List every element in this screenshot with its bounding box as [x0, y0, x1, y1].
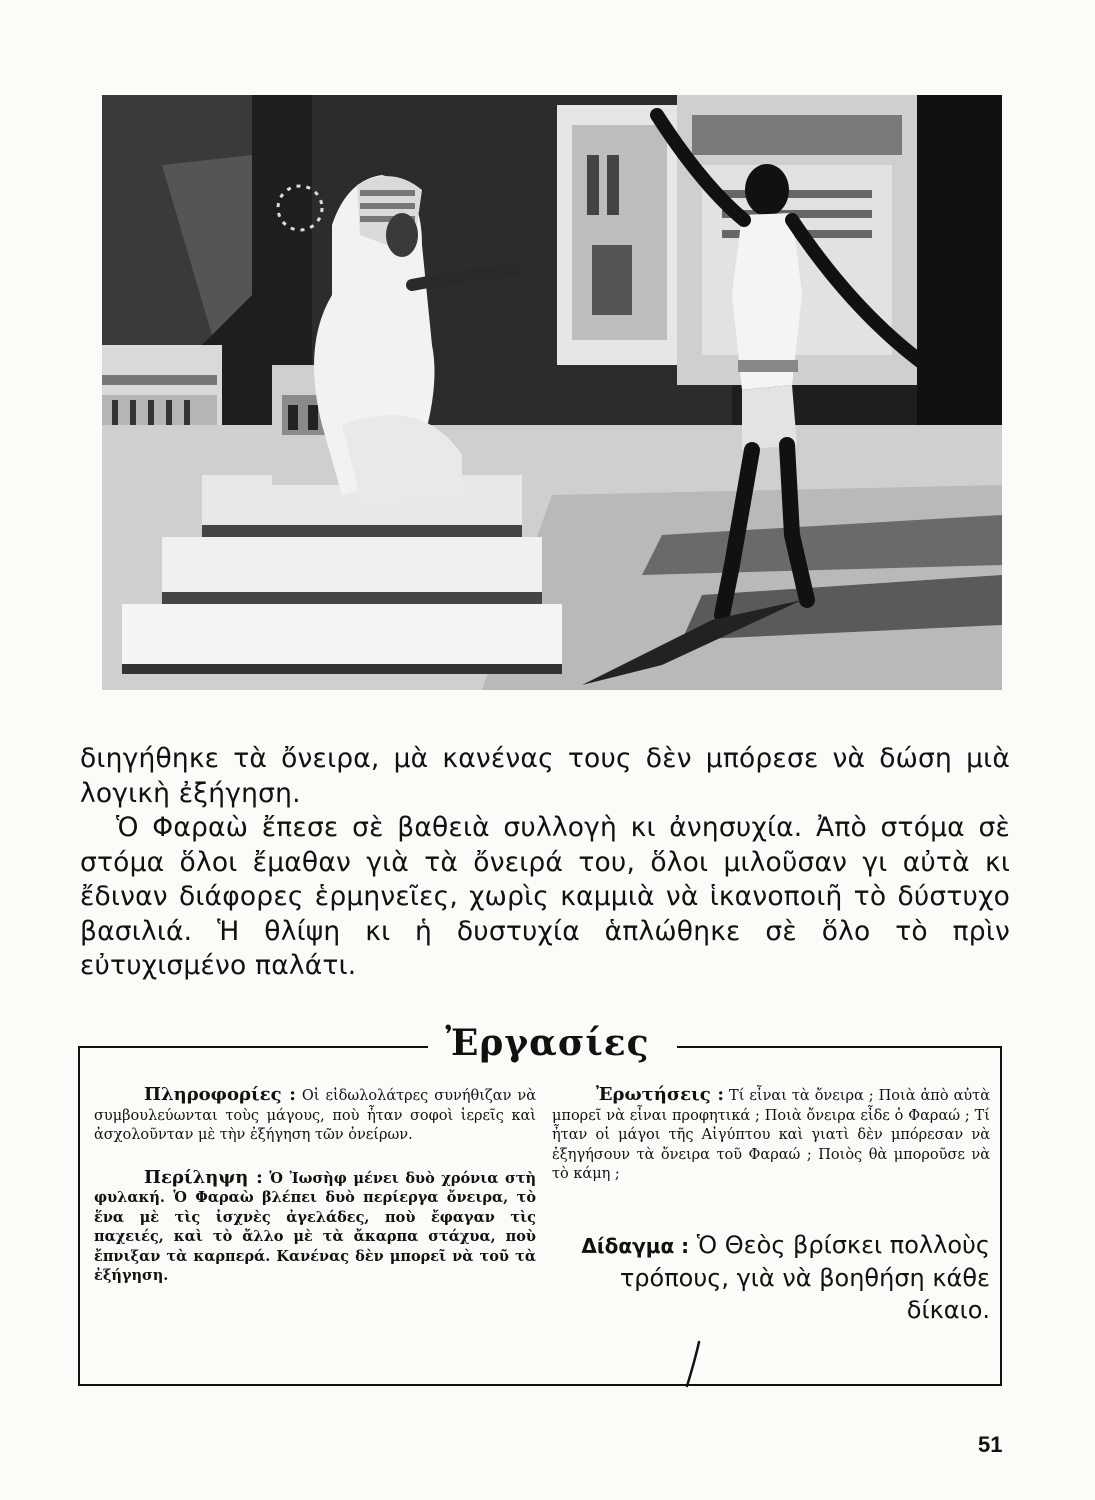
questions-label: Ἐρωτήσεις : [596, 1084, 725, 1105]
lesson-section [552, 1229, 990, 1326]
summary-label: Περίληψη : [144, 1166, 263, 1188]
narrative-text [80, 742, 1010, 984]
pen-stroke-mark [683, 1340, 703, 1388]
questions-text: Τί εἶναι τὰ ὄνειρα ; Ποιὰ ἀπὸ αὐτὰ μπορεῖ νὰ εἶναι προφητικά ; Ποιὰ ὄνειρα εἶδε ὁ Φαραώ ; Τί ἦταν οἱ μάγοι τῆς Αἰγύπτου καὶ γιατὶ δὲν μπόρεσαν νὰ ἐξηγήσουν τὰ ὄνειρα τοῦ Φαραώ ; Ποιὸς θὰ μποροῦσε νὰ τὸ κάμη ; [552, 1088, 990, 1182]
info-text: Οἱ εἰδωλολάτρες συνήθιζαν νὰ συμβουλεύωνται τοὺς μάγους, ποὺ ἦταν σοφοὶ ἱερεῖς καὶ ἀσχολοῦνταν μὲ τὴν ἐξήγηση τῶν ὀνείρων. [94, 1088, 537, 1143]
questions-section [552, 1085, 990, 1185]
exercises-title: Ἐργασίες [445, 1022, 650, 1064]
summary-section [94, 1168, 536, 1286]
joseph-before-pharaoh-illustration [102, 95, 1002, 690]
narrative-paragraph-1: διηγήθηκε τὰ ὄνειρα, μὰ κανένας τους δὲν μπόρεσε νὰ δώση μιὰ λογικὴ ἐξήγηση. [80, 743, 1010, 809]
lesson-label: Δίδαγμα : [581, 1233, 690, 1258]
page-number: 51 [978, 1432, 1003, 1457]
illustration [102, 95, 1002, 690]
summary-text: Ὁ Ἰωσὴφ μένει δυὸ χρόνια στὴ φυλακή. Ὁ Φαραὼ βλέπει δυὸ περίεργα ὄνειρα, τὸ ἕνα μὲ τὶς ἰσχνὲς ἀγελάδες, ποὺ ἔφαγαν τὶς παχειές, καὶ τὸ ἄλλο μὲ τὰ ἄκαρπα στάχυα, ποὺ ἔπνιξαν τὰ καρπερά. Κανένας δὲν μπορεῖ νὰ τοῦ τὰ ἐξήγηση. [94, 1169, 536, 1284]
exercises-left-column [94, 1085, 536, 1286]
info-label: Πληροφορίες : [144, 1084, 296, 1105]
exercises-right-column [552, 1085, 990, 1326]
narrative-paragraph-2: Ὁ Φαραὼ ἔπεσε σὲ βαθειὰ συλλογὴ κι ἀνησυχία. Ἀπὸ στόμα σὲ στόμα ὅλοι ἔμαθαν γιὰ τὰ ὄνειρά του, ὅλοι μιλοῦσαν γι αὐτὰ κι ἔδιναν διάφορες ἑρμηνεῖες, χωρὶς καμμιὰ νὰ ἱκανοποιῆ τὸ δύστυχο βασιλιά. Ἡ θλίψη κι ἡ δυστυχία ἁπλώθηκε σὲ ὅλο τὸ πρὶν εὐτυχισμένο παλάτι. [80, 812, 1010, 981]
info-section [94, 1085, 536, 1146]
lesson-text: Ὁ Θεὸς βρίσκει πολλοὺς τρόπους, γιὰ νὰ βοηθήση κάθε δίκαιο. [619, 1230, 990, 1324]
